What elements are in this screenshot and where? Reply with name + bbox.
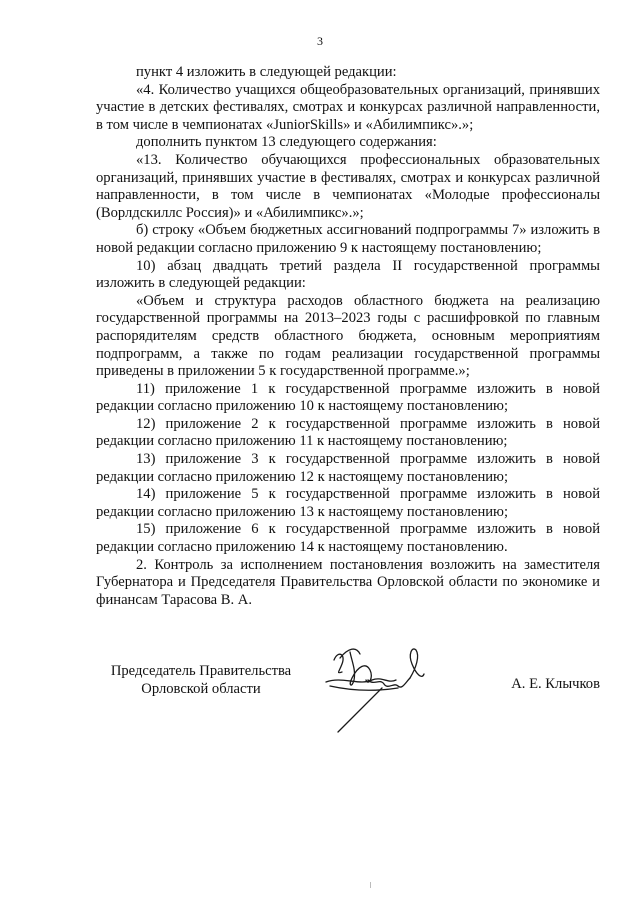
paragraph: «13. Количество обучающихся профессиональных образовательных организаций, принявших участие в фестивалях, смотрах и конкурсах различной направленности, в том числе в чемпионатах «Молодые профессионалы (Ворлдскиллс Россия)» и «Абилимпикс».»; bbox=[96, 151, 600, 221]
paragraph: дополнить пунктом 13 следующего содержания: bbox=[136, 134, 437, 151]
paragraph: 2. Контроль за исполнением постановления возложить на заместителя Губернатора и Председателя Правительства Орловской области по экономике и финансам Тарасова В. А. bbox=[96, 556, 600, 608]
page-number: 3 bbox=[317, 34, 323, 48]
document-body bbox=[96, 64, 600, 609]
signatory-title-line2: Орловской области bbox=[141, 681, 261, 697]
paragraph: 14) приложение 5 к государственной программе изложить в новой редакции согласно приложению 13 к настоящему постановлению; bbox=[96, 486, 600, 520]
paragraph: б) строку «Объем бюджетных ассигнований подпрограммы 7» изложить в новой редакции согласно приложению 9 к настоящему постановлению; bbox=[96, 222, 600, 256]
paragraph: «4. Количество учащихся общеобразовательных организаций, принявших участие в детских фестивалях, смотрах и конкурсах различной направленности, в том числе в чемпионатах «JuniorSkills» и «Абилимпикс».»; bbox=[96, 81, 600, 133]
paragraph: «Объем и структура расходов областного бюджета на реализацию государственной программы на 2013–2023 годы с расшифровкой по главным распорядителям средств областного бюджета, основным мероприятиям подпрограмм, а также по годам реализации государственной программы приведены в приложении 5 к государственной программе.»; bbox=[96, 292, 600, 380]
paragraph: 12) приложение 2 к государственной программе изложить в новой редакции согласно приложению 11 к настоящему постановлению; bbox=[96, 415, 600, 450]
paragraph: 13) приложение 3 к государственной программе изложить в новой редакции согласно приложению 12 к настоящему постановлению; bbox=[96, 451, 600, 485]
paragraph: пункт 4 изложить в следующей редакции: bbox=[136, 64, 397, 80]
paragraph: 11) приложение 1 к государственной программе изложить в новой редакции согласно приложению 10 к настоящему постановлению; bbox=[96, 380, 600, 415]
signatory-title bbox=[96, 662, 306, 698]
handwritten-signature bbox=[312, 640, 442, 740]
scan-speck bbox=[370, 882, 371, 888]
signatory-title-line1: Председатель Правительства bbox=[110, 663, 292, 679]
paragraph: 15) приложение 6 к государственной программе изложить в новой редакции согласно приложению 14 к настоящему постановлению. bbox=[96, 521, 600, 556]
paragraph: 10) абзац двадцать третий раздела II государственной программы изложить в следующей редакции: bbox=[96, 257, 600, 292]
signatory-name: А. Е. Клычков bbox=[511, 676, 600, 692]
